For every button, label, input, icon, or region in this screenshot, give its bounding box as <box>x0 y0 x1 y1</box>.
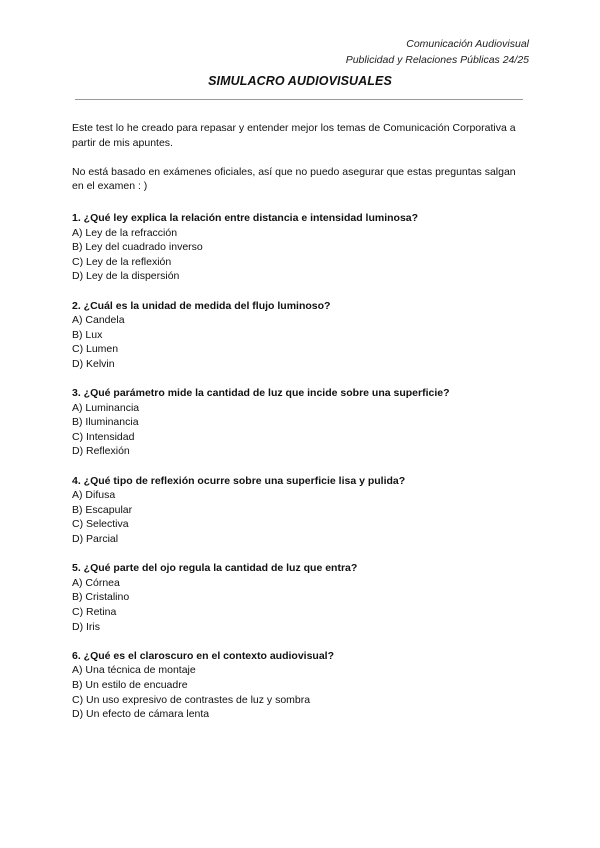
answer-option: C) Un uso expresivo de contrastes de luz y sombra <box>72 693 311 706</box>
intro-paragraph: Este test lo he creado para repasar y entender mejor los temas de Comunicación Corporativa a partir de mis apuntes. <box>72 122 516 149</box>
answer-option: D) Ley de la dispersión <box>72 270 180 283</box>
answer-option: A) Una técnica de montaje <box>72 664 196 677</box>
page-header <box>346 36 529 68</box>
question-block <box>72 386 528 459</box>
answer-option: B) Cristalino <box>72 591 130 604</box>
answer-option: C) Lumen <box>72 343 119 356</box>
answer-option: D) Kelvin <box>72 357 115 370</box>
question-block <box>72 299 528 372</box>
question-title: 2. ¿Cuál es la unidad de medida del flujo luminoso? <box>72 299 331 312</box>
title-divider <box>75 99 523 100</box>
question-title: 1. ¿Qué ley explica la relación entre distancia e intensidad luminosa? <box>72 211 419 224</box>
answer-option: A) Candela <box>72 314 125 327</box>
answer-option: D) Un efecto de cámara lenta <box>72 708 210 721</box>
answer-option: B) Escapular <box>72 503 133 516</box>
question-title: 6. ¿Qué es el claroscuro en el contexto audiovisual? <box>72 649 334 662</box>
answer-option: C) Retina <box>72 606 117 618</box>
answer-option: A) Luminancia <box>72 401 140 414</box>
intro-paragraph: No está basado en exámenes oficiales, así que no puedo asegurar que estas preguntas salgan en el examen : ) <box>72 165 516 193</box>
question-block <box>72 211 528 284</box>
answer-option: C) Ley de la reflexión <box>72 255 172 268</box>
question-title: 5. ¿Qué parte del ojo regula la cantidad de luz que entra? <box>72 562 358 575</box>
document-body <box>72 121 528 736</box>
answer-option: A) Difusa <box>72 489 116 502</box>
answer-option: D) Iris <box>72 620 100 633</box>
answer-option: D) Reflexión <box>72 445 130 458</box>
question-block <box>72 649 528 722</box>
header-degree: Publicidad y Relaciones Públicas 24/25 <box>345 54 529 66</box>
answer-option: B) Un estilo de encuadre <box>72 678 188 691</box>
answer-option: A) Córnea <box>72 576 120 589</box>
question-block <box>72 561 528 634</box>
question-title: 3. ¿Qué parámetro mide la cantidad de luz que incide sobre una superficie? <box>72 387 450 400</box>
question-title: 4. ¿Qué tipo de reflexión ocurre sobre una superficie lisa y pulida? <box>72 474 406 487</box>
answer-option: D) Parcial <box>72 533 119 546</box>
answer-option: A) Ley de la refracción <box>72 226 178 239</box>
document-title: SIMULACRO AUDIOVISUALES <box>208 74 392 88</box>
header-course: Comunicación Audiovisual <box>406 38 529 50</box>
answer-option: C) Intensidad <box>72 430 135 443</box>
answer-option: B) Lux <box>72 328 103 341</box>
answer-option: B) Iluminancia <box>72 416 139 429</box>
answer-option: B) Ley del cuadrado inverso <box>72 241 203 254</box>
answer-option: C) Selectiva <box>72 518 129 531</box>
question-block <box>72 474 528 547</box>
